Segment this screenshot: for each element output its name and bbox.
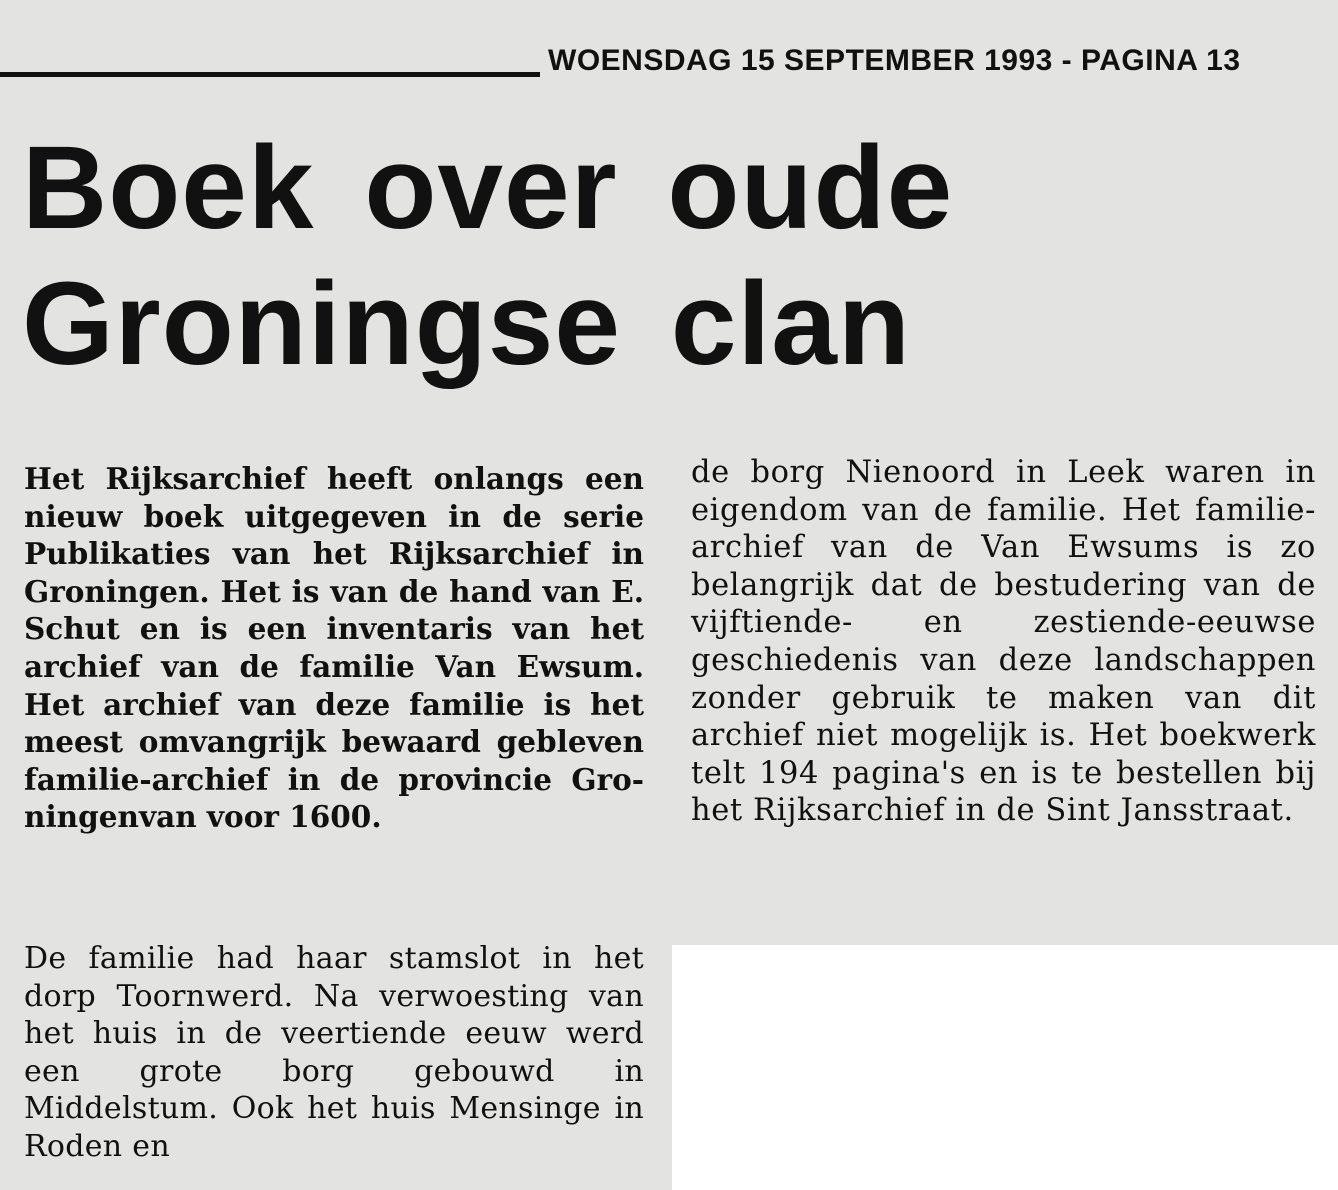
headline-line-1: Boek over oude xyxy=(22,122,954,254)
headline-line-2: Groningse clan xyxy=(22,258,911,390)
header-rule xyxy=(0,72,540,77)
body-paragraph: De familie had haar stamslot in het dorp Toornwerd. Na verwoesting van het huis in de veertiende eeuw werd een grote borg gebouwd in Middelstum. Ook het huis Mensinge in Roden en xyxy=(24,941,644,1164)
headline xyxy=(22,120,953,392)
dateline: WOENSDAG 15 SEPTEMBER 1993 - PAGINA 13 xyxy=(548,44,1241,77)
lead-paragraph: Het Rijksarchief heeft onlangs een nieuw boek uitgegeven in de serie Publikaties van het Rijksarchief in Groningen. Het is van de hand van E. Schut en is een inventaris van het archief van de familie Van Ewsum. Het archief van deze familie is het meest omvangrijk bewaard gebleven familie-archief in de provincie Groningenvan voor 1600. xyxy=(24,461,644,835)
body-paragraph-continued: de borg Nienoord in Leek waren in eigendom van de familie. Het familie-archief van de Van Ewsums is zo belangrijk dat de bestudering van de vijftiende- en zestiende-eeuwse geschiedenis van deze landschappen zonder gebruik te maken van dit archief niet mogelijk is. Het boekwerk telt 194 pagina's en is te bestellen bij het Rijksarchief in de Sint Jansstraat. xyxy=(691,455,1316,829)
